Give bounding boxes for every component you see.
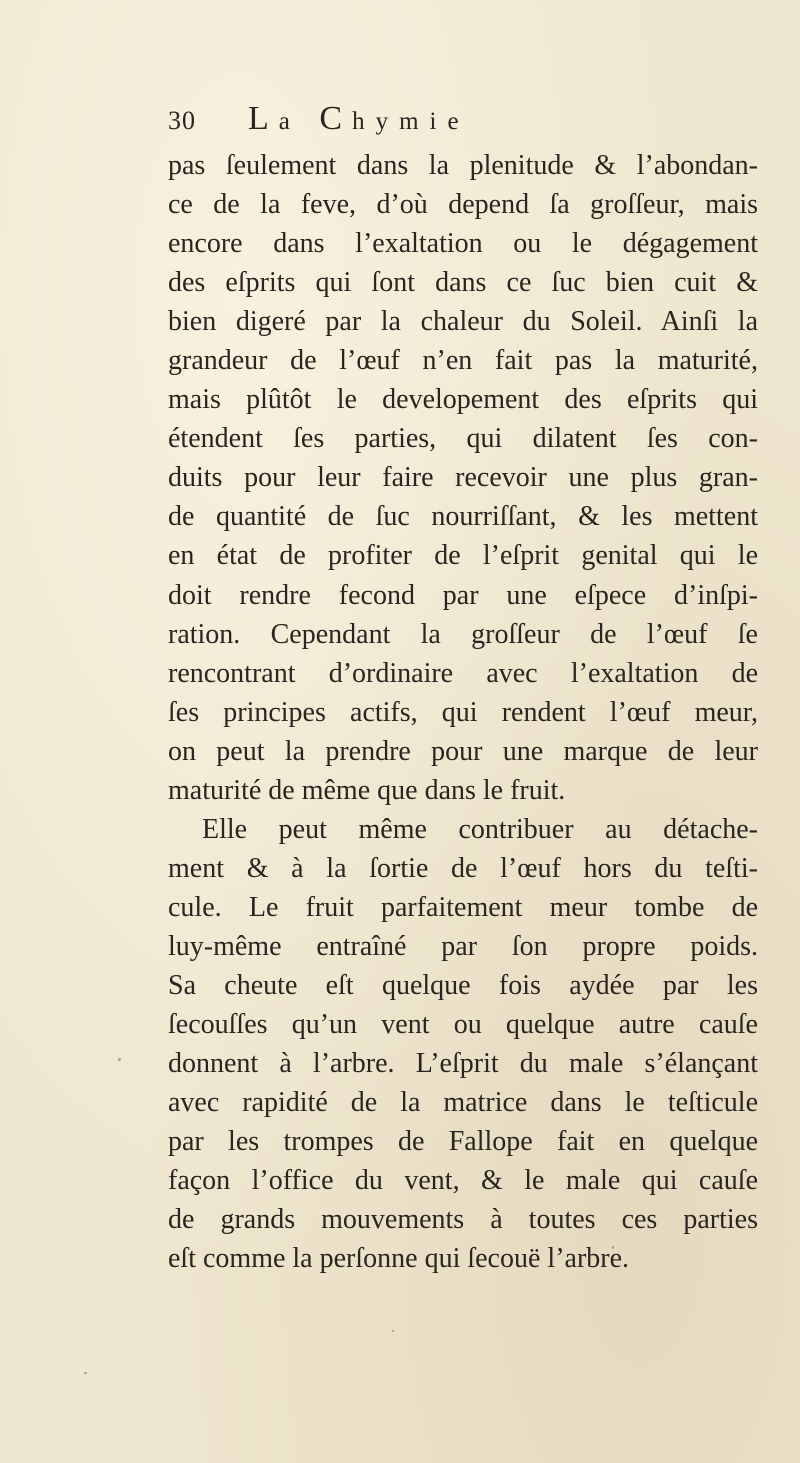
- text-line: encore dans l’exaltation ou le dégagement: [168, 228, 758, 260]
- paper-speck: [118, 1058, 121, 1061]
- text-line: cule. Le fruit parfaitement meur tombe de: [168, 891, 758, 923]
- text-line: façon l’office du vent, & le male qui cauſe: [168, 1165, 758, 1197]
- running-title-initial-2: C: [319, 100, 353, 137]
- paper-speck: [612, 1246, 614, 1249]
- text-line: ce de la feve, d’où depend ſa groſſeur, mais: [168, 189, 758, 221]
- text-line: des eſprits qui ſont dans ce ſuc bien cuit &: [168, 267, 758, 299]
- text-line: étendent ſes parties, qui dilatent ſes con-: [168, 423, 758, 455]
- running-title-rest-2: hymie: [352, 108, 470, 135]
- text-line: maturité de même que dans le fruit.: [168, 774, 566, 806]
- text-line: ſes principes actifs, qui rendent l’œuf meur,: [168, 696, 758, 728]
- text-line: ration. Cependant la groſſeur de l’œuf ſe: [168, 618, 758, 650]
- paper-speck: [84, 1372, 87, 1374]
- text-line: eſt comme la perſonne qui ſecouë l’arbre.: [168, 1243, 630, 1275]
- page-number: 30: [168, 106, 196, 135]
- text-line: bien digeré par la chaleur du Soleil. Ainſi la: [168, 306, 758, 338]
- text-line: grandeur de l’œuf n’en fait pas la maturité,: [168, 345, 758, 377]
- text-line: avec rapidité de la matrice dans le teſticule: [168, 1087, 758, 1119]
- text-line: ſecouſſes qu’un vent ou quelque autre cauſe: [168, 1009, 758, 1041]
- text-line: rencontrant d’ordinaire avec l’exaltation de: [168, 657, 758, 689]
- body-text: [168, 146, 758, 1278]
- text-line: Elle peut même contribuer au détache-: [202, 813, 758, 845]
- text-line: ment & à la ſortie de l’œuf hors du teſti-: [168, 852, 758, 884]
- text-line: luy-même entraîné par ſon propre poids.: [168, 930, 758, 962]
- text-line: on peut la prendre pour une marque de leur: [168, 735, 758, 767]
- text-line: mais plûtôt le developement des eſprits qui: [168, 384, 758, 416]
- text-line: de quantité de ſuc nourriſſant, & les mettent: [168, 501, 758, 533]
- text-line: de grands mouvements à toutes ces parties: [168, 1204, 758, 1236]
- text-line: par les trompes de Fallope fait en quelque: [168, 1126, 758, 1158]
- text-line: duits pour leur faire recevoir une plus gran-: [168, 462, 758, 494]
- text-line: en état de profiter de l’eſprit genital qui le: [168, 540, 758, 572]
- running-title: [248, 100, 470, 138]
- page-header: [168, 100, 728, 144]
- text-line: donnent à l’arbre. L’eſprit du male s’élançant: [168, 1048, 758, 1080]
- running-title-rest-1: a: [278, 108, 301, 135]
- running-title-initial-1: L: [248, 100, 279, 137]
- text-line: pas ſeulement dans la plenitude & l’abondan-: [168, 150, 758, 181]
- text-line: doit rendre fecond par une eſpece d’inſpi-: [168, 579, 758, 611]
- text-line: Sa cheute eſt quelque fois aydée par les: [168, 969, 758, 1001]
- paper-speck: [392, 1330, 394, 1332]
